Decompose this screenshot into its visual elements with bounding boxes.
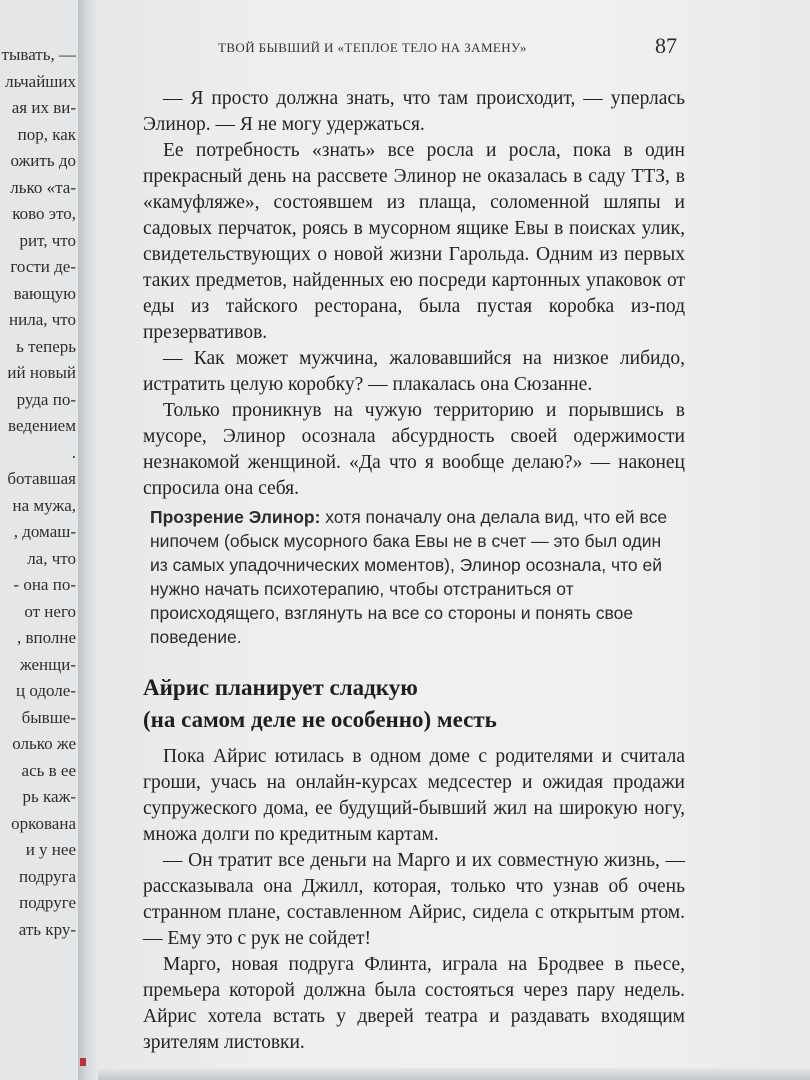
- left-page-fragment: тывать, —: [1, 45, 76, 64]
- left-page-fragment: рь каж-: [22, 787, 76, 806]
- left-page-fragment: ц одоле-: [16, 681, 76, 700]
- left-page-fragment: ла, что: [27, 548, 76, 568]
- page-number: 87: [655, 33, 677, 58]
- body-text-bottom: [143, 744, 685, 1056]
- insight-callout: [150, 505, 670, 649]
- left-page-fragment: ботавшая: [7, 469, 76, 488]
- left-page-fragment: , домаш-: [13, 522, 76, 541]
- left-page-fragment: подруга: [18, 866, 76, 886]
- paragraph: — Как может мужчина, жаловавшийся на низкое либидо, истратить целую коробку? — плакалась она Сюзанне.: [143, 348, 685, 395]
- left-page-fragment: женщи-: [19, 654, 76, 674]
- page-bottom-edge: [98, 1068, 810, 1080]
- left-page-fragment: бывше-: [21, 707, 76, 727]
- paragraph: Пока Айрис ютилась в одном доме с родителями и считала гроши, учась на онлайн-курсах медсестер и ожидая продажи супружеского дома, ее будущий-бывший жил на широкую ногу, множа долги по кредитным картам.: [143, 746, 685, 845]
- left-page-fragment: олько же: [12, 734, 76, 753]
- left-page-fragment: - она по-: [13, 575, 76, 594]
- left-page-fragment: на мужа,: [12, 495, 76, 515]
- paragraph: Только проникнув на чужую территорию и порывшись в мусоре, Элинор осознала абсурдность своей одержимости незнакомой женщиной. «Да что я вообще делаю?» — наконец спросила она себя.: [143, 400, 685, 499]
- left-page-fragment: гости де-: [10, 257, 76, 276]
- left-page-edge: [0, 0, 82, 1080]
- left-page-fragment: пор, как: [17, 124, 76, 144]
- left-page-fragment: оркована: [11, 813, 76, 833]
- left-page-fragment: .: [71, 442, 76, 462]
- left-page-fragment: ведением: [8, 416, 76, 435]
- section-title-line: (на самом деле не особенно) месть: [143, 707, 497, 732]
- left-page-fragment: подруге: [19, 893, 76, 912]
- left-page-fragment: лько «та-: [10, 177, 76, 197]
- left-page-fragment: ась в ее: [21, 760, 76, 780]
- bookmark-ribbon: [80, 1058, 86, 1066]
- left-page-fragment: и у нее: [25, 840, 76, 859]
- left-page-fragment: льчайших: [5, 71, 76, 91]
- callout-text: хотя поначалу она делала вид, что ей все нипочем (обыск мусорного бака Евы не в счет — это был один из самых упадочнических моментов), Элинор осознала, что ей нужно начать психотерапию, чтобы отстраниться от происходящего, взглянуть на все со стороны и понять свое поведение.: [150, 507, 668, 647]
- callout-lead: Прозрение Элинор:: [150, 507, 321, 527]
- left-page-fragment: руда по-: [16, 389, 76, 409]
- paragraph: Марго, новая подруга Флинта, играла на Бродвее в пьесе, премьера которой должна была состояться через пару недель. Айрис хотела встать у дверей театра и раздавать входящим зрителям листовки.: [143, 954, 685, 1053]
- left-page-fragment: вающую: [13, 283, 76, 303]
- paragraph: Ее потребность «знать» все росла и росла, пока в один прекрасный день на рассвете Элинор не оказалась в саду ТТЗ, в «камуфляже», состоявшем из плаща, соломенной шляпы и садовых перчаток, роясь в мусорном ящике Евы в поисках улик, свидетельствующих о новой жизни Гарольда. Одним из первых таких предметов, найденных ею посреди картонных упаковок от еды из тайского ресторана, была пустая коробка из-под презервативов.: [143, 140, 685, 343]
- left-page-fragment: ий новый: [7, 363, 76, 382]
- left-page-fragment: ать кру-: [18, 919, 76, 939]
- section-title-line: Айрис планирует сладкую: [143, 675, 418, 700]
- body-text-top: [143, 86, 685, 502]
- section-title: [143, 672, 683, 736]
- left-page-fragment: рит, что: [19, 230, 76, 250]
- book-gutter: [78, 0, 100, 1080]
- left-page-fragment: нила, что: [9, 310, 76, 329]
- left-page-fragment: от него: [24, 601, 76, 621]
- paragraph: — Он тратит все деньги на Марго и их совместную жизнь, — рассказывала она Джилл, которая, только что узнав об очень странном плане, составленном Айрис, сидела с открытым ртом. — Ему это с рук не сойдет!: [143, 850, 685, 949]
- paragraph: — Я просто должна знать, что там происходит, — уперлась Элинор. — Я не могу удержаться.: [143, 88, 685, 135]
- left-page-fragment: ая их ви-: [11, 98, 76, 117]
- left-page-fragment: ь теперь: [16, 336, 76, 356]
- left-page-fragment: , вполне: [16, 628, 76, 647]
- left-page-fragment: ково это,: [12, 204, 76, 223]
- running-head: ТВОЙ БЫВШИЙ И «ТЕПЛОЕ ТЕЛО НА ЗАМЕНУ»: [218, 40, 527, 55]
- left-page-fragment: ожить до: [10, 151, 76, 170]
